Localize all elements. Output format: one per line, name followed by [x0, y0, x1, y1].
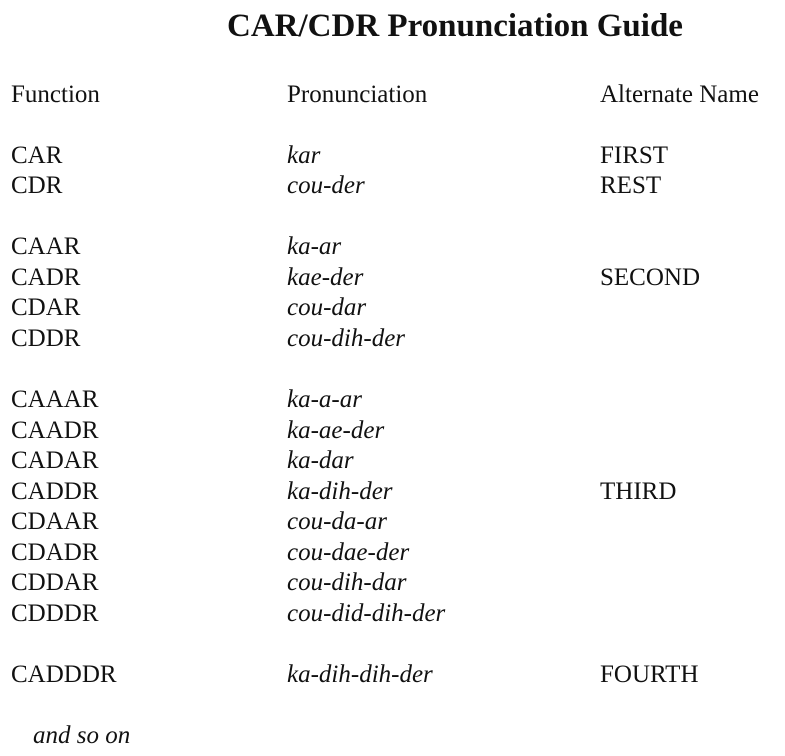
pronunciation-cell: kar — [287, 142, 321, 169]
function-cell: CDDDR — [11, 600, 99, 627]
function-cell: CDDAR — [11, 569, 99, 596]
function-cell: CDAAR — [11, 508, 99, 535]
pronunciation-cell: cou-der — [287, 172, 365, 199]
alternate-name-cell: FIRST — [600, 142, 669, 169]
function-cell: CAADR — [11, 417, 99, 444]
function-cell: CDR — [11, 172, 63, 199]
pronunciation-cell: ka-a-ar — [287, 386, 362, 413]
header-function: Function — [11, 81, 100, 108]
function-cell: CADDR — [11, 478, 99, 505]
alternate-name-cell: FOURTH — [600, 661, 699, 688]
pronunciation-cell: kae-der — [287, 264, 364, 291]
pronunciation-cell: cou-dar — [287, 294, 367, 321]
pronunciation-cell: ka-dih-dih-der — [287, 661, 433, 688]
pronunciation-cell: cou-dae-der — [287, 539, 410, 566]
pronunciation-cell: cou-dih-der — [287, 325, 406, 352]
header-pronunciation: Pronunciation — [287, 81, 428, 108]
function-cell: CADDDR — [11, 661, 117, 688]
function-cell: CDAR — [11, 294, 81, 321]
function-cell: CADR — [11, 264, 81, 291]
page-title: CAR/CDR Pronunciation Guide — [227, 8, 683, 44]
function-cell: CDADR — [11, 539, 99, 566]
pronunciation-cell: cou-da-ar — [287, 508, 387, 535]
function-cell: CADAR — [11, 447, 99, 474]
alternate-name-cell: REST — [600, 172, 662, 199]
pronunciation-cell: cou-did-dih-der — [287, 600, 446, 627]
header-alternate-name: Alternate Name — [600, 81, 759, 108]
pronunciation-cell: cou-dih-dar — [287, 569, 407, 596]
pronunciation-cell: ka-dar — [287, 447, 354, 474]
pronunciation-cell: ka-ae-der — [287, 417, 385, 444]
function-cell: CAAAR — [11, 386, 99, 413]
function-cell: CAAR — [11, 233, 81, 260]
function-cell: CDDR — [11, 325, 81, 352]
footer-note: and so on — [33, 722, 131, 749]
alternate-name-cell: SECOND — [600, 264, 701, 291]
pronunciation-cell: ka-dih-der — [287, 478, 393, 505]
alternate-name-cell: THIRD — [600, 478, 677, 505]
pronunciation-cell: ka-ar — [287, 233, 342, 260]
function-cell: CAR — [11, 142, 63, 169]
